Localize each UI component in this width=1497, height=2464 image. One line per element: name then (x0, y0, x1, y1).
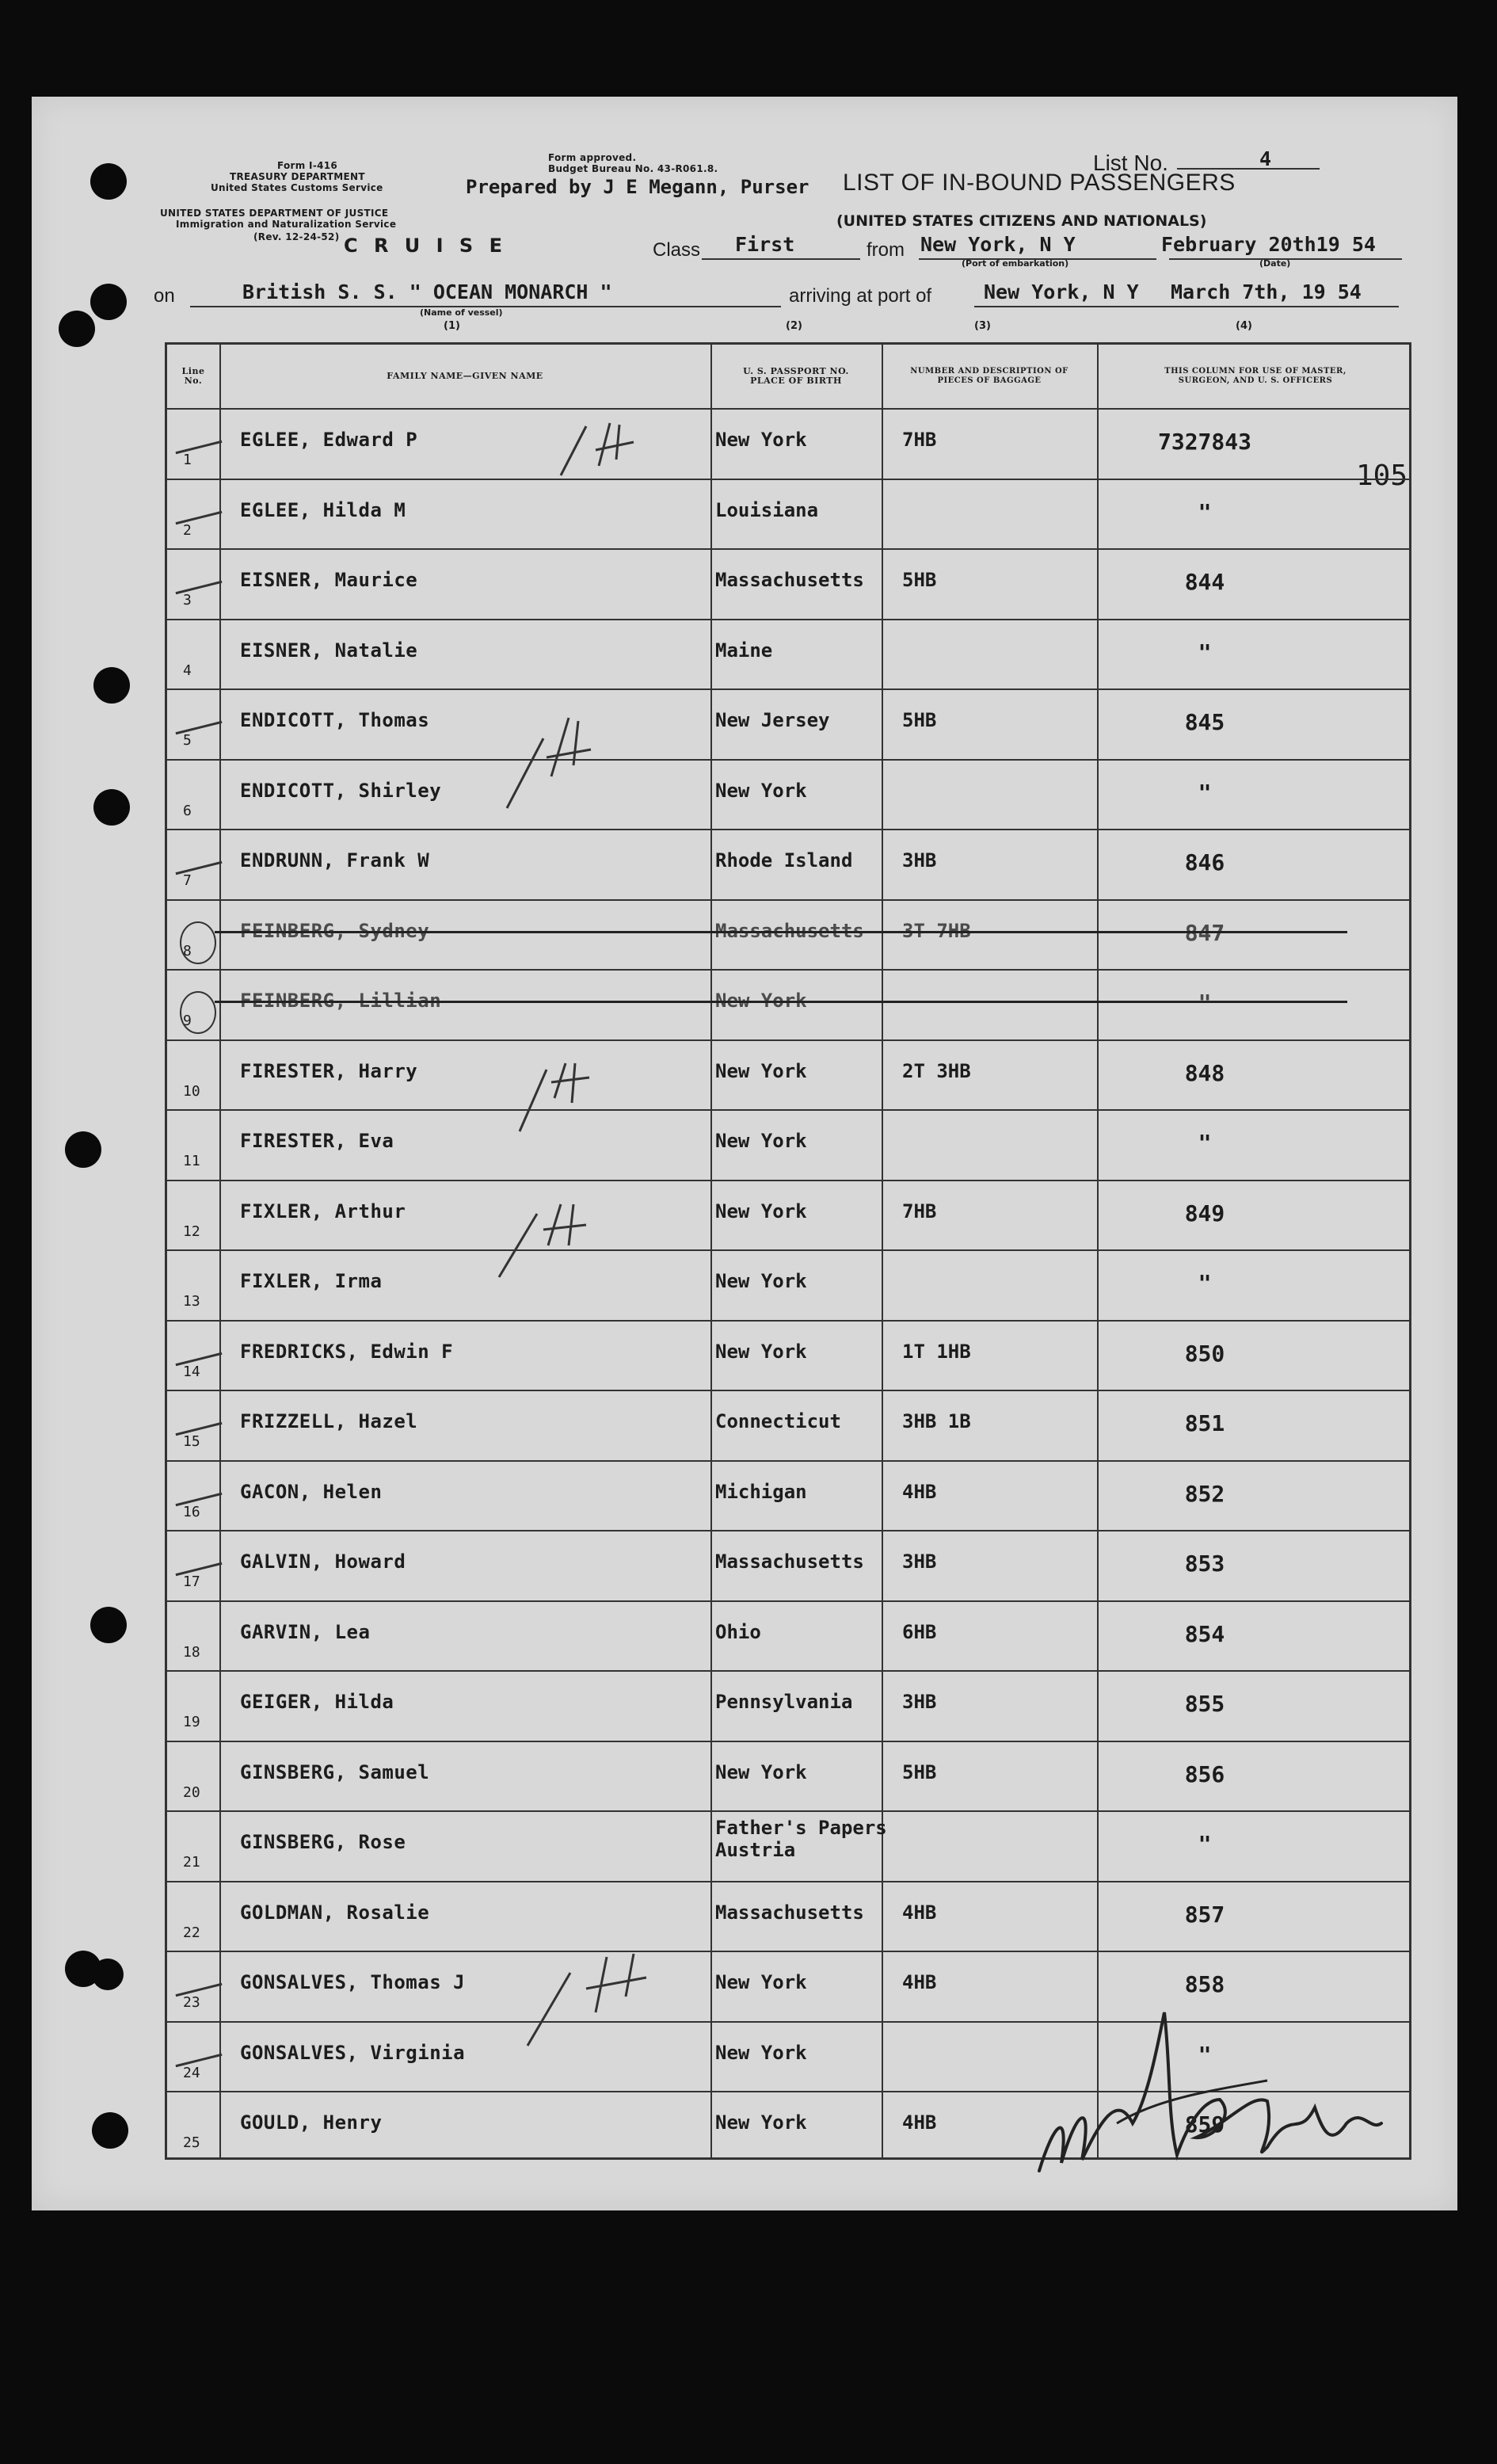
place-of-birth: New York (715, 990, 807, 1012)
table-row (167, 1109, 1409, 1179)
binder-hole (93, 789, 130, 826)
row-divider (167, 1320, 1409, 1322)
form-approved: Form approved. (548, 152, 637, 163)
passenger-name: EISNER, Maurice (240, 569, 418, 591)
line-number: 19 (183, 1714, 200, 1730)
line-number: 20 (183, 1783, 200, 1801)
arrival-date: March 7th, 19 54 (1171, 280, 1362, 303)
baggage-description: 5HB (902, 709, 937, 731)
arrival-port: New York, N Y (984, 280, 1139, 303)
row-divider (167, 1460, 1409, 1462)
pencil-check-mark (491, 1198, 602, 1285)
officer-use-entry: " (1198, 990, 1212, 1016)
header-name: FAMILY NAME—GIVEN NAME (387, 371, 543, 381)
form-subtitle: (UNITED STATES CITIZENS AND NATIONALS) (836, 212, 1207, 230)
row-divider (167, 969, 1409, 971)
line-number: 12 (183, 1222, 200, 1240)
line-number: 17 (183, 1573, 200, 1590)
place-of-birth: Massachusetts (715, 919, 864, 942)
row-divider (167, 1810, 1409, 1812)
place-of-birth: Rhode Island (715, 849, 853, 872)
officer-use-entry: " (1198, 1270, 1212, 1296)
binder-hole (90, 1607, 127, 1643)
officer-use-entry: 853 (1184, 1550, 1225, 1577)
line-number: 22 (183, 1924, 200, 1941)
table-row (167, 1039, 1409, 1109)
budget-bureau: Budget Bureau No. 43-R061.8. (548, 163, 718, 174)
place-of-birth: New York (715, 2111, 807, 2134)
officer-use-entry: " (1198, 1130, 1212, 1156)
passenger-name: FEINBERG, Sydney (240, 919, 430, 942)
place-of-birth: New York (715, 1130, 807, 1152)
departure-date: February 20th19 54 (1161, 233, 1376, 256)
table-row (167, 479, 1409, 548)
passenger-name: EGLEE, Edward P (240, 429, 418, 451)
table-row (167, 688, 1409, 758)
table-row (167, 548, 1409, 618)
line-number: 8 (183, 942, 192, 959)
baggage-description: 2T 3HB (902, 1059, 971, 1082)
row-divider (167, 1039, 1409, 1041)
baggage-description: 3HB (902, 1550, 937, 1573)
table-row (167, 1460, 1409, 1530)
passenger-name: FEINBERG, Lillian (240, 990, 442, 1012)
row-divider (167, 899, 1409, 901)
line-number: 15 (183, 1433, 200, 1450)
officer-use-entry: 845 (1184, 709, 1225, 735)
officer-use-entry: " (1198, 2041, 1212, 2068)
row-divider (167, 619, 1409, 620)
row-divider (167, 408, 1409, 410)
officer-use-entry: " (1198, 639, 1212, 666)
form-title: LIST OF IN-BOUND PASSENGERS (843, 170, 1236, 196)
list-number-value: 4 (1259, 147, 1272, 170)
header-officers: THIS COLUMN FOR USE OF MASTER, SURGEON, AND U. S. OFFICERS (1164, 367, 1347, 385)
baggage-description: 3T 7HB (902, 919, 971, 942)
vessel-name: British S. S. " OCEAN MONARCH " (242, 280, 612, 303)
place-of-birth: New York (715, 1200, 807, 1222)
passenger-name: FRIZZELL, Hazel (240, 1410, 418, 1432)
line-number: 18 (183, 1643, 200, 1661)
line-number: 25 (183, 2134, 200, 2151)
place-of-birth: New York (715, 2041, 807, 2064)
place-of-birth: New York (715, 1340, 807, 1363)
revision-date: (Rev. 12-24-52) (253, 231, 340, 242)
baggage-description: 4HB (902, 1971, 937, 1993)
table-row (167, 829, 1409, 898)
passenger-name: GINSBERG, Samuel (240, 1760, 430, 1783)
table-row (167, 619, 1409, 688)
arriving-label: arriving at port of (789, 285, 932, 307)
line-number: 3 (183, 592, 192, 608)
passenger-name: EISNER, Natalie (240, 639, 418, 662)
officer-use-entry: " (1198, 1831, 1212, 1857)
column-1-marker: (1) (444, 320, 460, 332)
row-divider (167, 1390, 1409, 1391)
row-divider (167, 1180, 1409, 1181)
line-number: 4 (183, 662, 192, 679)
table-row (167, 1249, 1409, 1319)
baggage-description: 5HB (902, 1760, 937, 1783)
table-row (167, 1670, 1409, 1740)
strike-through-line (215, 1001, 1347, 1003)
table-row (167, 1180, 1409, 1249)
line-number: 5 (183, 732, 192, 749)
baggage-description: 6HB (902, 1620, 937, 1643)
list-number-line (1177, 168, 1320, 170)
officer-use-entry: 852 (1184, 1480, 1225, 1507)
place-of-birth: Ohio (715, 1620, 761, 1643)
line-number: 10 (183, 1082, 200, 1100)
passenger-name: GOULD, Henry (240, 2111, 383, 2134)
row-divider (167, 1881, 1409, 1882)
binder-hole (65, 1131, 101, 1168)
baggage-description: 3HB (902, 849, 937, 872)
immigration-service: Immigration and Naturalization Service (176, 219, 397, 230)
treasury-department: TREASURY DEPARTMENT (230, 171, 365, 182)
binder-hole (92, 2112, 128, 2149)
place-of-birth: New York (715, 779, 807, 802)
passenger-name: FIXLER, Irma (240, 1270, 383, 1292)
passenger-name: GOLDMAN, Rosalie (240, 1901, 430, 1924)
baggage-description: 1T 1HB (902, 1340, 971, 1363)
pencil-check-mark (523, 1949, 673, 2052)
class-label: Class (653, 239, 701, 261)
line-number: 21 (183, 1854, 200, 1871)
line-number: 6 (183, 802, 192, 819)
row-divider (167, 759, 1409, 761)
place-of-birth: Maine (715, 639, 773, 662)
place-of-birth: New York (715, 1971, 807, 1993)
column-2-marker: (2) (786, 320, 802, 332)
row-divider (167, 829, 1409, 830)
passenger-name: GALVIN, Howard (240, 1550, 406, 1573)
binder-hole (59, 311, 95, 347)
officer-use-entry: 846 (1184, 849, 1225, 875)
from-label: from (867, 239, 905, 261)
line-number: 23 (183, 1994, 200, 2011)
table-row (167, 759, 1409, 829)
passenger-name: FREDRICKS, Edwin F (240, 1340, 454, 1363)
officer-use-entry: 859 (1184, 2111, 1225, 2138)
circled-line-number (180, 921, 216, 964)
passenger-name: GARVIN, Lea (240, 1620, 371, 1643)
place-of-birth: Louisiana (715, 498, 819, 521)
baggage-description: 3HB 1B (902, 1410, 971, 1432)
row-divider (167, 1530, 1409, 1531)
passenger-name: GEIGER, Hilda (240, 1691, 394, 1713)
row-divider (167, 1600, 1409, 1602)
passenger-name: ENDICOTT, Shirley (240, 779, 442, 802)
line-number: 16 (183, 1503, 200, 1520)
place-of-birth: Connecticut (715, 1410, 841, 1432)
officer-use-entry: 847 (1184, 919, 1225, 946)
place-of-birth: Massachusetts (715, 569, 864, 591)
passenger-name: FIXLER, Arthur (240, 1200, 406, 1222)
class-line (702, 258, 860, 260)
table-row (167, 1320, 1409, 1390)
row-divider (167, 479, 1409, 480)
binder-hole (93, 667, 130, 704)
column-4-marker: (4) (1236, 320, 1252, 332)
header-passport: U. S. PASSPORT NO. PLACE OF BIRTH (743, 366, 849, 386)
officer-use-entry: 856 (1184, 1760, 1225, 1787)
header-baggage: NUMBER AND DESCRIPTION OF PIECES OF BAGGAGE (910, 367, 1068, 385)
officer-use-entry: 849 (1184, 1200, 1225, 1226)
justice-department: UNITED STATES DEPARTMENT OF JUSTICE (160, 208, 389, 219)
embarkation-port: New York, N Y (920, 233, 1076, 256)
officer-use-entry: 844 (1184, 569, 1225, 595)
passenger-name: GONSALVES, Virginia (240, 2041, 466, 2064)
circled-line-number (180, 991, 216, 1034)
baggage-description: 7HB (902, 429, 937, 451)
row-divider (167, 1951, 1409, 1952)
passenger-name: GINSBERG, Rose (240, 1831, 406, 1853)
header-line-no: Line No. (181, 366, 205, 386)
officer-use-entry: 855 (1184, 1691, 1225, 1717)
table-row (167, 1530, 1409, 1600)
pencil-check-mark (513, 1058, 600, 1138)
strike-through-line (215, 931, 1347, 933)
row-divider (167, 688, 1409, 690)
table-row (167, 1741, 1409, 1810)
officer-use-entry: 854 (1184, 1620, 1225, 1647)
baggage-description: 5HB (902, 569, 937, 591)
row-divider (167, 548, 1409, 550)
list-number-label: List No. (1093, 151, 1168, 175)
form-number: Form I-416 (277, 160, 338, 171)
line-number: 24 (183, 2064, 200, 2081)
margin-stamp: 105 (1356, 460, 1408, 492)
officer-use-entry: " (1198, 498, 1212, 525)
place-of-birth: New York (715, 1760, 807, 1783)
place-of-birth: New Jersey (715, 709, 830, 731)
binder-hole (90, 284, 127, 320)
embarkation-caption: (Port of embarkation) (962, 258, 1069, 269)
passenger-name: ENDICOTT, Thomas (240, 709, 430, 731)
table-row (167, 1390, 1409, 1459)
passenger-table (165, 342, 1411, 2160)
line-number: 13 (183, 1293, 200, 1310)
officer-use-entry: 857 (1184, 1901, 1225, 1928)
passenger-name: GONSALVES, Thomas J (240, 1971, 466, 1993)
officer-use-entry: 851 (1184, 1410, 1225, 1436)
row-divider (167, 1109, 1409, 1111)
table-row (167, 408, 1409, 478)
baggage-description: 4HB (902, 2111, 937, 2134)
line-number: 7 (183, 872, 192, 889)
row-divider (167, 1741, 1409, 1742)
baggage-description: 4HB (902, 1480, 937, 1503)
inspector-signature (1030, 2004, 1394, 2195)
baggage-description: 3HB (902, 1691, 937, 1713)
place-of-birth: New York (715, 1270, 807, 1292)
line-number: 2 (183, 521, 192, 539)
arrival-line (974, 306, 1399, 307)
row-divider (167, 1670, 1409, 1672)
on-label: on (154, 285, 175, 307)
officer-use-entry: 848 (1184, 1059, 1225, 1086)
line-number: 9 (183, 1013, 192, 1029)
officer-use-entry: " (1198, 779, 1212, 806)
baggage-description: 7HB (902, 1200, 937, 1222)
place-of-birth: Pennsylvania (715, 1691, 853, 1713)
table-row (167, 1810, 1409, 1880)
cruise-label: C R U I S E (344, 235, 507, 257)
passenger-name: FIRESTER, Harry (240, 1059, 418, 1082)
column-3-marker: (3) (974, 320, 991, 332)
place-of-birth: Massachusetts (715, 1901, 864, 1924)
place-of-birth: New York (715, 1059, 807, 1082)
passenger-name: GACON, Helen (240, 1480, 383, 1503)
officer-use-entry: 7327843 (1157, 429, 1251, 455)
place-of-birth: Michigan (715, 1480, 807, 1503)
table-row (167, 969, 1409, 1039)
passenger-name: FIRESTER, Eva (240, 1130, 394, 1152)
customs-service: United States Customs Service (211, 182, 383, 193)
pencil-check-mark (499, 710, 602, 813)
vessel-caption: (Name of vessel) (420, 307, 503, 318)
passenger-name: ENDRUNN, Frank W (240, 849, 430, 872)
place-of-birth: Massachusetts (715, 1550, 864, 1573)
officer-use-entry: 850 (1184, 1340, 1225, 1367)
table-row (167, 899, 1409, 969)
line-number: 14 (183, 1363, 200, 1380)
class-value: First (735, 233, 795, 256)
binder-hole (90, 163, 127, 200)
pencil-check-mark (554, 418, 642, 482)
passenger-name: EGLEE, Hilda M (240, 498, 406, 521)
place-of-birth: New York (715, 429, 807, 451)
table-row (167, 1600, 1409, 1670)
prepared-by: Prepared by J E Megann, Purser (466, 176, 809, 198)
row-divider (167, 1249, 1409, 1251)
line-number: 11 (183, 1153, 200, 1169)
baggage-description: 4HB (902, 1901, 937, 1924)
table-row (167, 1881, 1409, 1951)
place-of-birth: Father's Papers Austria (715, 1817, 887, 1861)
line-number: 1 (183, 452, 192, 468)
departure-date-caption: (Date) (1259, 258, 1291, 269)
officer-use-entry: 858 (1184, 1971, 1225, 1997)
binder-hole (92, 1959, 124, 1990)
